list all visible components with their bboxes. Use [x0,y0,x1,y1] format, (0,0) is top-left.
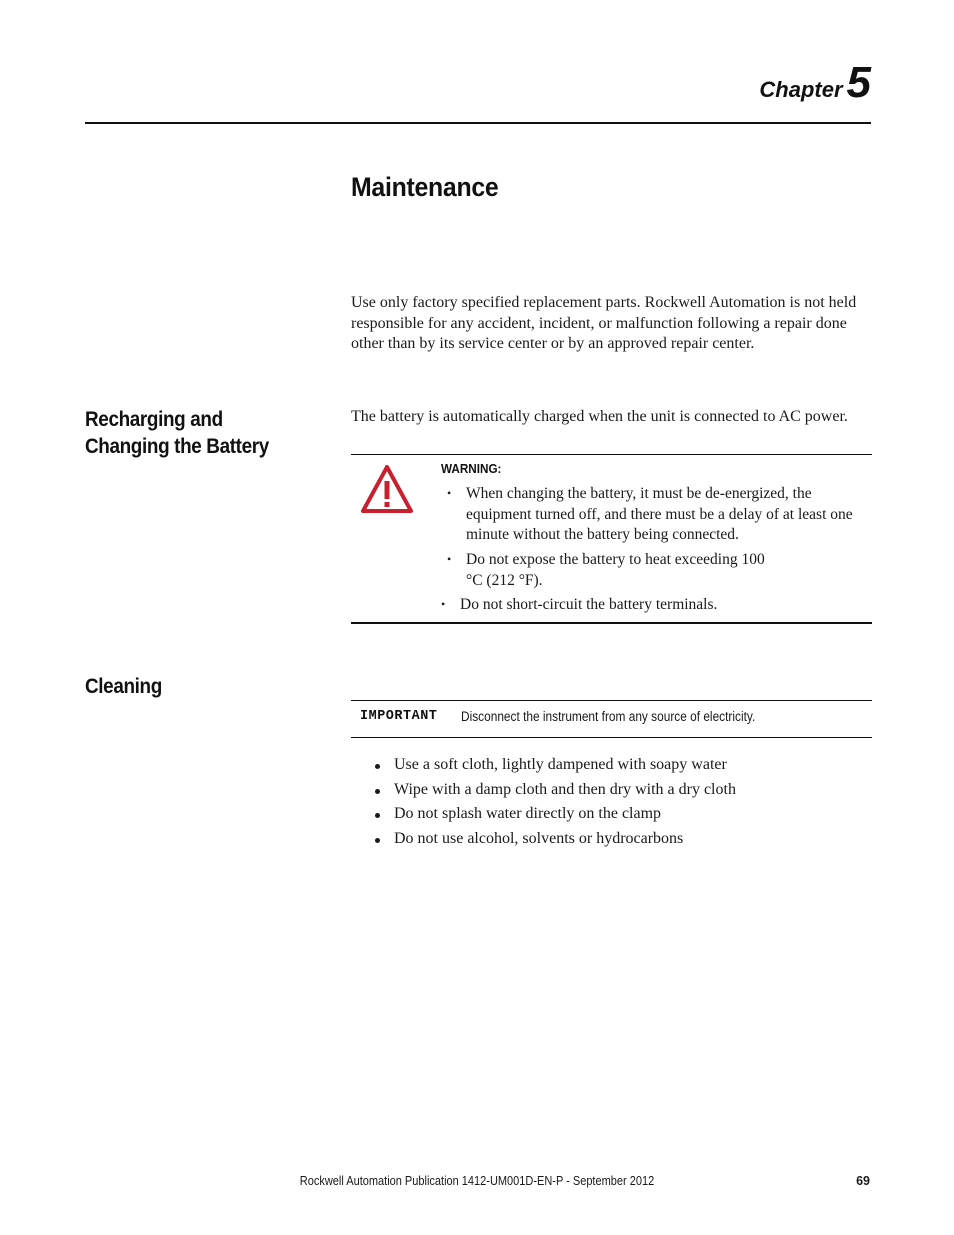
recharging-heading-text: Recharging and Changing the Battery [85,408,269,458]
battery-paragraph: The battery is automatically charged when the unit is connected to AC power. [351,408,848,425]
footer-publication: Rockwell Automation Publication 1412-UM001D-EN-P - September 2012 [299,1174,655,1188]
bullet-dot-icon [375,789,380,794]
bullet-icon: • [441,597,446,611]
warning-item: Do not expose the battery to heat exceeding 100 °C (212 °F). [466,551,765,589]
intro-paragraph: Use only factory specified replacement parts. Rockwell Automation is not held responsible for any accident, incident, or malfunction following a repair done other than by its service center or by an approved repair center. [351,294,857,352]
cleaning-item: Wipe with a damp cloth and then dry with a dry cloth [394,781,736,798]
warning-item: When changing the battery, it must be de-energized, the equipment turned off, and there must be a delay of at least one minute without the battery being connected. [466,485,853,543]
bullet-icon: • [447,486,452,500]
warning-triangle-icon [360,464,414,514]
bullet-dot-icon [375,813,380,818]
bullet-dot-icon [375,764,380,769]
bullet-icon: • [447,552,452,566]
cleaning-heading: Cleaning [85,675,162,698]
chapter-number: 5 [846,58,870,107]
chapter-header [700,58,870,108]
important-label: IMPORTANT [360,709,438,724]
recharging-heading [85,406,310,460]
chapter-rule [85,122,871,124]
important-text: Disconnect the instrument from any source of electricity. [461,709,756,724]
cleaning-item: Use a soft cloth, lightly dampened with soapy water [394,756,727,773]
page-title: Maintenance [351,172,499,202]
warning-item: Do not short-circuit the battery terminals. [460,596,718,613]
cleaning-item: Do not splash water directly on the clamp [394,805,662,822]
warning-label: WARNING: [441,461,502,476]
chapter-label: Chapter [759,77,843,102]
page-number: 69 [856,1174,870,1188]
bullet-dot-icon [375,838,380,843]
cleaning-item: Do not use alcohol, solvents or hydrocarbons [394,830,684,847]
